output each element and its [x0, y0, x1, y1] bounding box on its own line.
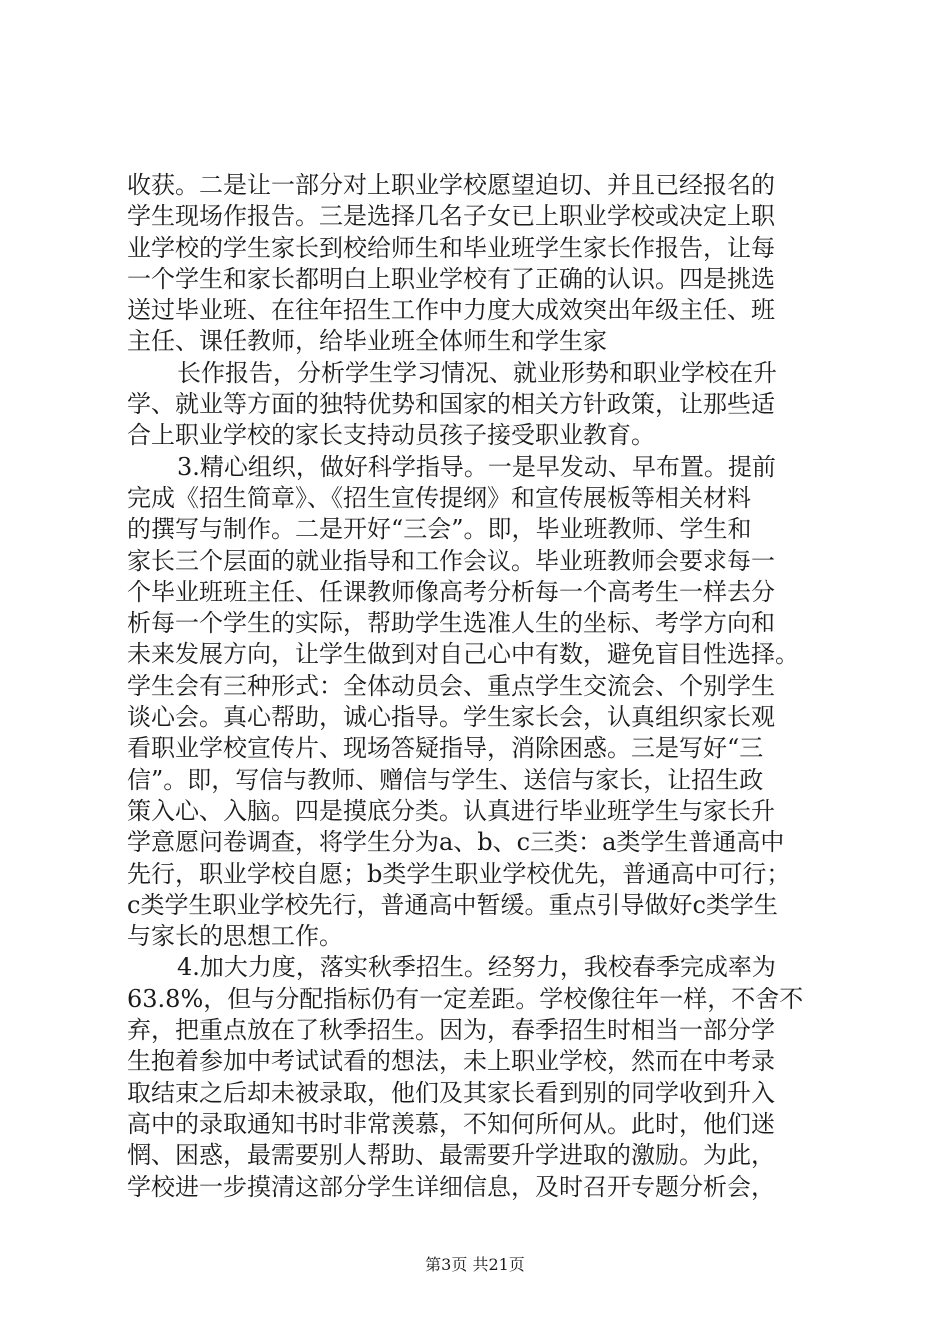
text-line: 3.精心组织，做好科学指导。一是早发动、早布置。提前 [177, 452, 776, 481]
text-line: 一个学生和家长都明白上职业学校有了正确的认识。四是挑选 [127, 264, 775, 293]
text-line: 惘、困惑，最需要别人帮助、最需要升学进取的激励。为此， [127, 1141, 775, 1170]
text-line: 生抱着参加中考试试看的想法，未上职业学校，然而在中考录 [127, 1047, 775, 1076]
text-line: 弃，把重点放在了秋季招生。因为，春季招生时相当一部分学 [127, 1016, 775, 1045]
text-line: 合上职业学校的家长支持动员孩子接受职业教育。 [127, 421, 655, 450]
text-line: 谈心会。真心帮助，诚心指导。学生家长会，认真组织家长观 [127, 703, 775, 732]
text-line: 学、就业等方面的独特优势和国家的相关方针政策，让那些适 [127, 390, 775, 419]
text-line: 学意愿问卷调查，将学生分为a、b、c三类：a类学生普通高中 [127, 828, 785, 857]
text-line: 主任、课任教师，给毕业班全体师生和学生家 [127, 327, 607, 356]
text-line: 的撰写与制作。二是开好“三会”。即，毕业班教师、学生和 [127, 515, 752, 544]
text-line: 完成《招生简章》、《招生宣传提纲》和宣传展板等相关材料 [127, 483, 751, 512]
text-line: 收获。二是让一部分对上职业学校愿望迫切、并且已经报名的 [127, 171, 775, 199]
text-line: 析每一个学生的实际，帮助学生选准人生的坐标、考学方向和 [127, 609, 775, 638]
text-line: 长作报告，分析学生学习情况、就业形势和职业学校在升 [177, 358, 777, 387]
page-footer: 第3页 共21页 [425, 1255, 525, 1274]
text-line: c类学生职业学校先行，普通高中暂缓。重点引导做好c类学生 [127, 890, 778, 919]
text-line: 策入心、入脑。四是摸底分类。认真进行毕业班学生与家长升 [127, 796, 775, 825]
text-line: 学校进一步摸清这部分学生详细信息，及时召开专题分析会， [127, 1172, 775, 1201]
text-line: 4.加大力度，落实秋季招生。经努力，我校春季完成率为 [177, 953, 776, 982]
text-line: 高中的录取通知书时非常羡慕，不知何所何从。此时，他们迷 [127, 1109, 775, 1138]
text-line: 信”。即，写信与教师、赠信与学生、送信与家长，让招生政 [127, 765, 764, 794]
text-line: 学生会有三种形式：全体动员会、重点学生交流会、个别学生 [127, 671, 775, 700]
text-line: 与家长的思想工作。 [127, 922, 343, 951]
text-line: 取结束之后却未被录取，他们及其家长看到别的同学收到升入 [127, 1078, 775, 1107]
text-line: 学生现场作报告。三是选择几名子女已上职业学校或决定上职 [127, 202, 775, 231]
text-line: 先行，职业学校自愿；b类学生职业学校优先，普通高中可行； [127, 859, 791, 888]
text-line: 未来发展方向，让学生做到对自己心中有数，避免盲目性选择。 [127, 640, 799, 669]
text-line: 业学校的学生家长到校给师生和毕业班学生家长作报告，让每 [127, 233, 775, 262]
document-body [127, 170, 839, 1203]
text-line: 看职业学校宣传片、现场答疑指导，消除困惑。三是写好“三 [127, 734, 764, 763]
text-line: 家长三个层面的就业指导和工作会议。毕业班教师会要求每一 [127, 546, 775, 575]
text-line: 个毕业班班主任、任课教师像高考分析每一个高考生一样去分 [127, 577, 775, 606]
text-line: 送过毕业班、在往年招生工作中力度大成效突出年级主任、班 [127, 296, 775, 325]
text-line: 63.8%，但与分配指标仍有一定差距。学校像往年一样，不舍不 [127, 984, 804, 1013]
